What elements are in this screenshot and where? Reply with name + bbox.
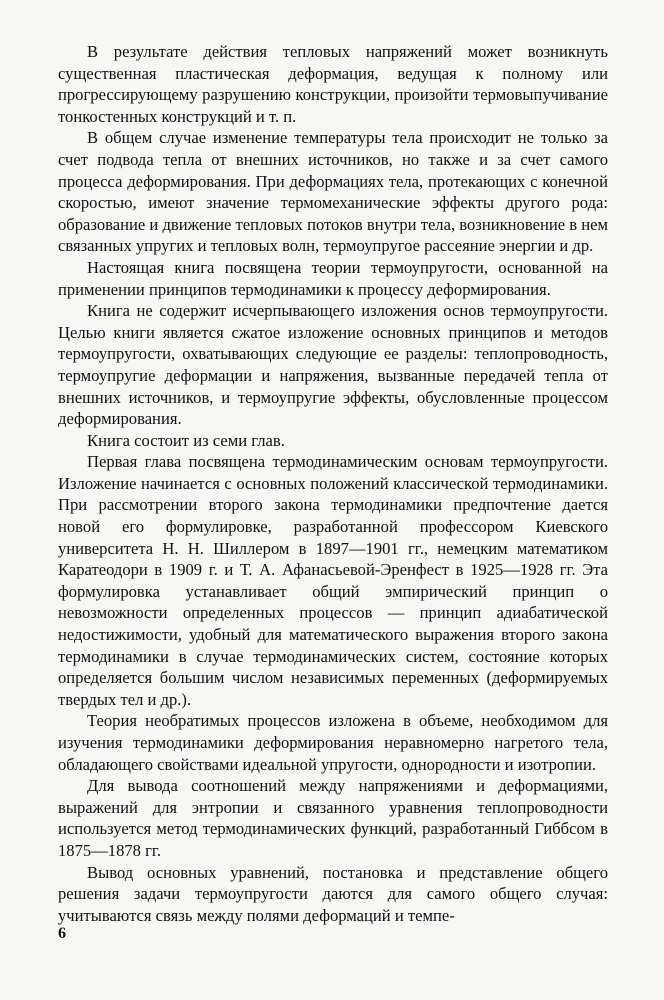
paragraph-8: Для вывода соотношений между напряжениями и деформациями, выражений для энтропии и связанного уравнения теплопроводности используется метод термодинамических функций, разработанный Гиббсом в 1875—1878 гг. bbox=[58, 776, 608, 860]
body-text bbox=[58, 41, 608, 926]
paragraph-9: Вывод основных уравнений, постановка и представление общего решения задачи термоупругости даются для самого общего случая: учитываются связь между полями деформаций и темпе- bbox=[58, 862, 608, 925]
paragraph-7: Теория необратимых процессов изложена в объеме, необходимом для изучения термодинамики деформирования неравномерно нагретого тела, обладающего свойствами идеальной упругости, однородности и изотропии. bbox=[58, 711, 608, 774]
paragraph-4: Книга не содержит исчерпывающего изложения основ термоупругости. Целью книги является сжатое изложение основных принципов и методов термоупругости, охватывающих следующие ее разделы: теплопроводность, термоупругие деформации и напряжения, вызванные передачей тепла от внешних источников, и термоупругие эффекты, обусловленные процессом деформирования. bbox=[58, 301, 608, 429]
paragraph-2: В общем случае изменение температуры тела происходит не только за счет подвода тепла от внешних источников, но также и за счет самого процесса деформирования. При деформациях тела, протекающих с конечной скоростью, имеют значение термомеханические эффекты другого рода: образование и движение тепловых потоков внутри тела, возникновение в нем связанных упругих и тепловых волн, термоупругое рассеяние энергии и др. bbox=[58, 128, 608, 256]
page-number: 6 bbox=[58, 925, 66, 942]
paragraph-1: В результате действия тепловых напряжений может возникнуть существенная пластическая деформация, ведущая к полному или прогрессирующему разрушению конструкции, произойти термовыпучивание тонкостенных конструкций и т. п. bbox=[58, 42, 608, 126]
paragraph-5: Книга состоит из семи глав. bbox=[87, 430, 285, 450]
paragraph-3: Настоящая книга посвящена теории термоупругости, основанной на применении принципов термодинамики к процессу деформирования. bbox=[58, 257, 608, 299]
paragraph-6: Первая глава посвящена термодинамическим основам термоупругости. Изложение начинается с основных положений классической термодинамики. При рассмотрении второго закона термодинамики предпочтение дается новой его формулировке, разработанной профессором Киевского университета Н. Н. Шиллером в 1897—1901 гг., немецким математиком Каратеодори в 1909 г. и Т. А. Афанасьевой-Эренфест в 1925—1928 гг. Эта формулировка устанавливает общий эмпирический принцип о невозможности определенных процессов — принцип адиабатической недостижимости, удобный для математического выражения второго закона термодинамики в случае термодинамических систем, состояние которых определяется большим числом независимых переменных (деформируемых твердых тел и др.). bbox=[58, 452, 608, 709]
